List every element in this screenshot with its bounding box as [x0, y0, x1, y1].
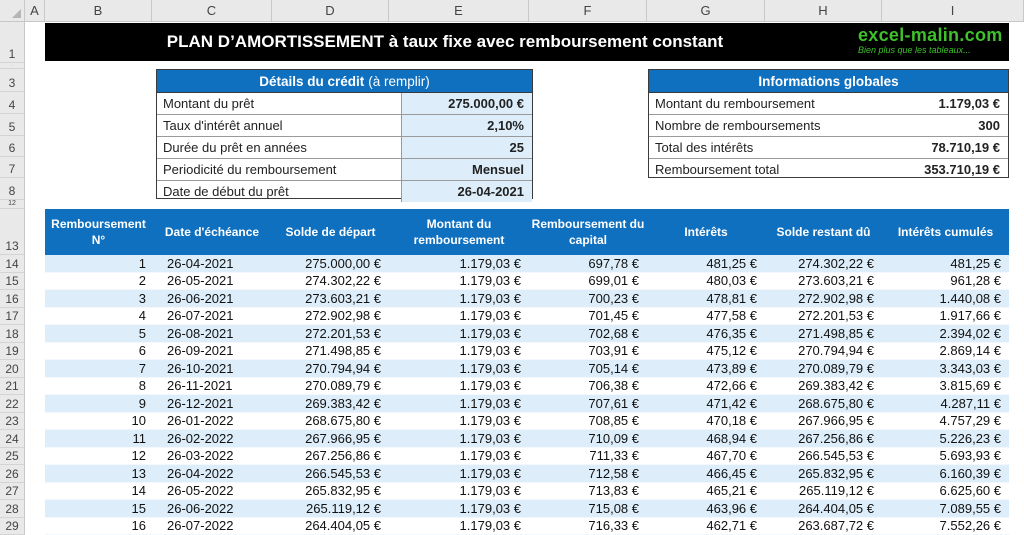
table-row	[45, 395, 1009, 413]
table-row	[45, 290, 1009, 308]
cell-payment-number[interactable]: 4	[138, 308, 146, 324]
cell-due-date[interactable]: 26-07-2022	[167, 518, 234, 534]
row-header[interactable]: 5	[0, 114, 25, 136]
payment-count-value[interactable]: 300	[978, 118, 1000, 133]
row-header[interactable]: 27	[0, 483, 25, 501]
credit-detail-row	[157, 137, 532, 159]
cell-opening-balance[interactable]: 265.119,12 €	[306, 500, 381, 516]
interest-rate-input[interactable]: 2,10%	[402, 115, 532, 136]
payment-amount-value[interactable]: 1.179,03 €	[938, 96, 1000, 111]
cell-payment-number[interactable]: 6	[138, 343, 146, 359]
cell-payment-amount[interactable]: 1.179,03 €	[459, 343, 521, 359]
credit-detail-row	[157, 115, 532, 137]
cell-cumulative-interest[interactable]: 7.089,55 €	[939, 500, 1001, 516]
total-repayment-label: Remboursement total	[655, 162, 780, 177]
row-header[interactable]: 23	[0, 413, 25, 431]
cell-opening-balance[interactable]: 267.966,95 €	[305, 430, 381, 446]
cell-cumulative-interest[interactable]: 2.394,02 €	[939, 325, 1001, 341]
header-interest[interactable]: Intérêts	[684, 225, 728, 239]
amortization-table	[45, 209, 1009, 535]
cell-interest[interactable]: 470,18 €	[706, 413, 757, 429]
cell-principal[interactable]: 711,33 €	[589, 448, 639, 464]
cell-payment-amount[interactable]: 1.179,03 €	[459, 465, 521, 481]
table-row	[45, 378, 1009, 396]
cell-principal[interactable]: 702,68 €	[588, 325, 639, 341]
cell-due-date[interactable]: 26-06-2022	[167, 500, 234, 516]
cell-cumulative-interest[interactable]: 961,28 €	[950, 273, 1001, 289]
cell-remaining-balance[interactable]: 271.498,85 €	[798, 325, 874, 341]
start-date-input[interactable]: 26-04-2021	[402, 181, 532, 202]
cell-payment-number[interactable]: 15	[131, 500, 146, 516]
cell-opening-balance[interactable]: 266.545,53 €	[305, 465, 381, 481]
cell-payment-amount[interactable]: 1.179,03 €	[459, 360, 521, 376]
credit-detail-row	[157, 93, 532, 115]
row-header[interactable]: 28	[0, 500, 25, 518]
cell-principal[interactable]: 713,83 €	[588, 483, 639, 499]
cell-remaining-balance[interactable]: 270.794,94 €	[798, 343, 874, 359]
table-row	[45, 483, 1009, 501]
global-info-row	[649, 115, 1008, 137]
cell-principal[interactable]: 699,01 €	[588, 273, 639, 289]
cell-payment-number[interactable]: 11	[132, 430, 146, 446]
cell-opening-balance[interactable]: 265.832,95 €	[305, 483, 381, 499]
cell-interest[interactable]: 477,58 €	[706, 308, 757, 324]
cell-due-date[interactable]: 26-05-2021	[167, 273, 234, 289]
cell-payment-amount[interactable]: 1.179,03 €	[459, 255, 521, 271]
table-row	[45, 273, 1009, 291]
credit-details-header	[157, 70, 532, 93]
cell-payment-number[interactable]: 9	[138, 395, 146, 411]
cell-due-date[interactable]: 26-04-2021	[167, 255, 234, 271]
cell-remaining-balance[interactable]: 267.966,95 €	[798, 413, 874, 429]
total-interest-value[interactable]: 78.710,19 €	[931, 140, 1000, 155]
header-opening-balance[interactable]: Solde de départ	[285, 225, 376, 239]
column-header-b[interactable]: B	[45, 0, 152, 22]
global-info-title: Informations globales	[758, 73, 899, 89]
cell-interest[interactable]: 466,45 €	[706, 465, 757, 481]
cell-due-date[interactable]: 26-11-2021	[167, 378, 233, 394]
table-row	[45, 343, 1009, 361]
header-payment-number[interactable]: Remboursement N°	[51, 217, 146, 247]
cell-opening-balance[interactable]: 264.404,05 €	[305, 518, 381, 534]
total-repayment-value[interactable]: 353.710,19 €	[924, 162, 1000, 177]
cell-interest[interactable]: 465,21 €	[706, 483, 757, 499]
cell-principal[interactable]: 706,38 €	[588, 378, 639, 394]
row-header[interactable]: 3	[0, 69, 25, 92]
cell-payment-amount[interactable]: 1.179,03 €	[459, 308, 521, 324]
cell-cumulative-interest[interactable]: 6.625,60 €	[939, 483, 1001, 499]
cell-remaining-balance[interactable]: 272.902,98 €	[798, 290, 874, 306]
cell-cumulative-interest[interactable]: 3.343,03 €	[939, 360, 1001, 376]
column-header-e[interactable]: E	[389, 0, 529, 22]
cell-interest[interactable]: 472,66 €	[706, 378, 757, 394]
column-header-c[interactable]: C	[152, 0, 272, 22]
table-row	[45, 360, 1009, 378]
select-all-triangle-icon	[12, 9, 21, 18]
cell-payment-number[interactable]: 3	[138, 290, 146, 306]
select-all-corner[interactable]	[0, 0, 25, 22]
cell-principal[interactable]: 715,08 €	[588, 500, 639, 516]
cell-due-date[interactable]: 26-06-2021	[167, 290, 234, 306]
cell-payment-amount[interactable]: 1.179,03 €	[459, 273, 521, 289]
cell-cumulative-interest[interactable]: 481,25 €	[950, 255, 1001, 271]
cell-cumulative-interest[interactable]: 6.160,39 €	[939, 465, 1001, 481]
cell-due-date[interactable]: 26-08-2021	[167, 325, 234, 341]
cell-remaining-balance[interactable]: 267.256,86 €	[798, 430, 874, 446]
row-header[interactable]: 7	[0, 157, 25, 178]
table-row	[45, 465, 1009, 483]
table-row	[45, 413, 1009, 431]
payment-amount-label: Montant du remboursement	[655, 96, 815, 111]
cell-interest[interactable]: 471,42 €	[706, 395, 757, 411]
cell-payment-number[interactable]: 16	[131, 518, 146, 534]
cell-principal[interactable]: 710,09 €	[588, 430, 639, 446]
payment-count-label: Nombre de remboursements	[655, 118, 821, 133]
cell-principal[interactable]: 701,45 €	[588, 308, 639, 324]
cell-payment-amount[interactable]: 1.179,03 €	[459, 378, 521, 394]
cell-interest[interactable]: 462,71 €	[706, 518, 757, 534]
cell-opening-balance[interactable]: 270.794,94 €	[305, 360, 381, 376]
cell-cumulative-interest[interactable]: 2.869,14 €	[939, 343, 1001, 359]
table-row	[45, 325, 1009, 343]
column-header-f[interactable]: F	[529, 0, 647, 22]
cell-cumulative-interest[interactable]: 5.693,93 €	[939, 448, 1001, 464]
cell-interest[interactable]: 467,70 €	[706, 448, 757, 464]
cell-remaining-balance[interactable]: 265.832,95 €	[798, 465, 874, 481]
header-remaining-balance[interactable]: Solde restant dû	[776, 225, 871, 239]
cell-opening-balance[interactable]: 269.383,42 €	[305, 395, 381, 411]
cell-payment-amount[interactable]: 1.179,03 €	[459, 500, 521, 516]
row-header[interactable]: 12	[0, 200, 25, 209]
cell-remaining-balance[interactable]: 264.404,05 €	[798, 500, 874, 516]
loan-amount-label: Montant du prêt	[157, 93, 402, 114]
row-header[interactable]: 8	[0, 178, 25, 200]
cell-payment-amount[interactable]: 1.179,03 €	[459, 325, 521, 341]
cell-interest[interactable]: 481,25 €	[706, 255, 757, 271]
cell-payment-amount[interactable]: 1.179,03 €	[459, 395, 521, 411]
cell-payment-number[interactable]: 8	[138, 378, 146, 394]
table-row	[45, 448, 1009, 466]
cell-opening-balance[interactable]: 273.603,21 €	[305, 290, 381, 306]
cell-principal[interactable]: 697,78 €	[588, 255, 639, 271]
cell-opening-balance[interactable]: 272.902,98 €	[305, 308, 381, 324]
row-header[interactable]: 4	[0, 92, 25, 114]
total-interest-label: Total des intérêts	[655, 140, 754, 155]
cell-interest[interactable]: 478,81 €	[706, 290, 757, 306]
row-header[interactable]: 14	[0, 255, 25, 273]
row-header[interactable]: 21	[0, 378, 25, 396]
row-header[interactable]: 2	[0, 63, 25, 69]
row-header[interactable]: 18	[0, 325, 25, 343]
header-due-date[interactable]: Date d'échéance	[164, 225, 260, 239]
row-header[interactable]: 16	[0, 290, 25, 308]
periodicity-input[interactable]: Mensuel	[402, 159, 532, 180]
cell-remaining-balance[interactable]: 263.687,72 €	[798, 518, 874, 534]
table-row	[45, 255, 1009, 273]
cell-payment-amount[interactable]: 1.179,03 €	[459, 430, 521, 446]
cell-payment-number[interactable]: 1	[138, 255, 146, 271]
cell-principal[interactable]: 712,58 €	[588, 465, 639, 481]
cell-payment-amount[interactable]: 1.179,03 €	[459, 448, 521, 464]
cell-due-date[interactable]: 26-10-2021	[167, 360, 234, 376]
cell-remaining-balance[interactable]: 270.089,79 €	[798, 360, 874, 376]
row-header[interactable]: 1	[0, 22, 25, 63]
row-header[interactable]: 15	[0, 273, 25, 291]
cell-payment-number[interactable]: 10	[131, 413, 146, 429]
cell-payment-amount[interactable]: 1.179,03 €	[459, 483, 521, 499]
global-info-box	[648, 69, 1009, 178]
table-row	[45, 518, 1009, 535]
cell-cumulative-interest[interactable]: 1.917,66 €	[939, 308, 1001, 324]
cell-remaining-balance[interactable]: 273.603,21 €	[798, 273, 874, 289]
cell-due-date[interactable]: 26-05-2022	[167, 483, 234, 499]
loan-amount-input[interactable]: 275.000,00 €	[402, 93, 532, 114]
cell-interest[interactable]: 463,96 €	[706, 500, 757, 516]
cell-payment-number[interactable]: 2	[138, 273, 146, 289]
cell-principal[interactable]: 703,91 €	[588, 343, 639, 359]
cell-remaining-balance[interactable]: 266.545,53 €	[798, 448, 874, 464]
column-header-a[interactable]: A	[25, 0, 45, 22]
interest-rate-label: Taux d'intérêt annuel	[157, 115, 402, 136]
table-body	[45, 255, 1009, 535]
row-header[interactable]: 29	[0, 518, 25, 535]
cell-due-date[interactable]: 26-12-2021	[167, 395, 234, 411]
periodicity-label: Periodicité du remboursement	[157, 159, 402, 180]
brand-name: excel-malin.com	[858, 25, 1003, 45]
row-header[interactable]: 19	[0, 343, 25, 361]
cell-principal[interactable]: 705,14 €	[588, 360, 639, 376]
cell-interest[interactable]: 473,89 €	[706, 360, 757, 376]
cell-opening-balance[interactable]: 274.302,22 €	[305, 273, 381, 289]
row-header[interactable]: 17	[0, 308, 25, 326]
cell-due-date[interactable]: 26-07-2021	[167, 308, 234, 324]
cell-opening-balance[interactable]: 267.256,86 €	[305, 448, 381, 464]
cell-principal[interactable]: 707,61 €	[588, 395, 639, 411]
table-row	[45, 308, 1009, 326]
cell-payment-number[interactable]: 14	[131, 483, 146, 499]
cell-remaining-balance[interactable]: 272.201,53 €	[798, 308, 874, 324]
start-date-label: Date de début du prêt	[157, 181, 402, 202]
cell-opening-balance[interactable]: 271.498,85 €	[305, 343, 381, 359]
credit-details-title: Détails du crédit	[259, 73, 365, 89]
column-header-h[interactable]: H	[765, 0, 882, 22]
cell-principal[interactable]: 716,33 €	[588, 518, 639, 534]
cell-payment-number[interactable]: 5	[138, 325, 146, 341]
cell-interest[interactable]: 475,12 €	[706, 343, 757, 359]
cell-remaining-balance[interactable]: 274.302,22 €	[798, 255, 874, 271]
cell-due-date[interactable]: 26-09-2021	[167, 343, 234, 359]
row-header[interactable]: 24	[0, 430, 25, 448]
row-header[interactable]: 20	[0, 360, 25, 378]
cell-remaining-balance[interactable]: 265.119,12 €	[799, 483, 874, 499]
cell-principal[interactable]: 708,85 €	[588, 413, 639, 429]
header-principal[interactable]: Remboursement du capital	[531, 217, 645, 247]
cell-payment-number[interactable]: 7	[138, 360, 146, 376]
cell-payment-amount[interactable]: 1.179,03 €	[459, 413, 521, 429]
cell-opening-balance[interactable]: 270.089,79 €	[305, 378, 381, 394]
row-header[interactable]: 6	[0, 136, 25, 157]
column-header-i[interactable]: I	[882, 0, 1024, 22]
table-row	[45, 500, 1009, 518]
cell-opening-balance[interactable]: 268.675,80 €	[305, 413, 381, 429]
row-header[interactable]: 22	[0, 395, 25, 413]
brand-logo	[848, 25, 1008, 59]
credit-details-box	[156, 69, 533, 199]
cell-interest[interactable]: 480,03 €	[706, 273, 757, 289]
cell-cumulative-interest[interactable]: 4.757,29 €	[939, 413, 1001, 429]
column-header-g[interactable]: G	[647, 0, 765, 22]
cell-cumulative-interest[interactable]: 5.226,23 €	[939, 430, 1001, 446]
row-header[interactable]: 25	[0, 448, 25, 466]
cell-opening-balance[interactable]: 275.000,00 €	[305, 255, 381, 271]
page-title: PLAN D’AMORTISSEMENT à taux fixe avec remboursement constant	[166, 32, 724, 51]
credit-detail-row	[157, 181, 532, 202]
loan-duration-input[interactable]: 25	[402, 137, 532, 158]
row-header[interactable]: 26	[0, 465, 25, 483]
cell-opening-balance[interactable]: 272.201,53 €	[305, 325, 381, 341]
credit-detail-row	[157, 159, 532, 181]
loan-duration-label: Durée du prêt en années	[157, 137, 402, 158]
cell-cumulative-interest[interactable]: 7.552,26 €	[939, 518, 1001, 534]
cell-payment-amount[interactable]: 1.179,03 €	[459, 518, 521, 534]
cell-due-date[interactable]: 26-01-2022	[167, 413, 234, 429]
global-info-row	[649, 159, 1008, 180]
cell-due-date[interactable]: 26-02-2022	[167, 430, 234, 446]
cell-payment-number[interactable]: 12	[131, 448, 146, 464]
cell-payment-number[interactable]: 13	[131, 465, 146, 481]
table-header-row	[45, 209, 1009, 255]
global-info-header	[649, 70, 1008, 93]
cell-cumulative-interest[interactable]: 4.287,11 €	[940, 395, 1001, 411]
header-payment-amount[interactable]: Montant du remboursement	[413, 217, 505, 247]
cell-interest[interactable]: 468,94 €	[706, 430, 757, 446]
cell-remaining-balance[interactable]: 269.383,42 €	[798, 378, 874, 394]
cell-due-date[interactable]: 26-03-2022	[167, 448, 234, 464]
brand-tagline: Bien plus que les tableaux...	[858, 45, 971, 55]
cell-remaining-balance[interactable]: 268.675,80 €	[798, 395, 874, 411]
cell-cumulative-interest[interactable]: 1.440,08 €	[939, 290, 1001, 306]
cell-due-date[interactable]: 26-04-2022	[167, 465, 234, 481]
cell-cumulative-interest[interactable]: 3.815,69 €	[939, 378, 1001, 394]
row-header[interactable]: 13	[0, 209, 25, 255]
column-header-d[interactable]: D	[272, 0, 389, 22]
cell-interest[interactable]: 476,35 €	[706, 325, 757, 341]
global-info-row	[649, 137, 1008, 159]
credit-details-note: (à remplir)	[368, 73, 430, 89]
cell-principal[interactable]: 700,23 €	[588, 290, 639, 306]
header-cumulative-interest[interactable]: Intérêts cumulés	[897, 225, 994, 239]
table-row	[45, 430, 1009, 448]
cell-payment-amount[interactable]: 1.179,03 €	[459, 290, 521, 306]
global-info-row	[649, 93, 1008, 115]
